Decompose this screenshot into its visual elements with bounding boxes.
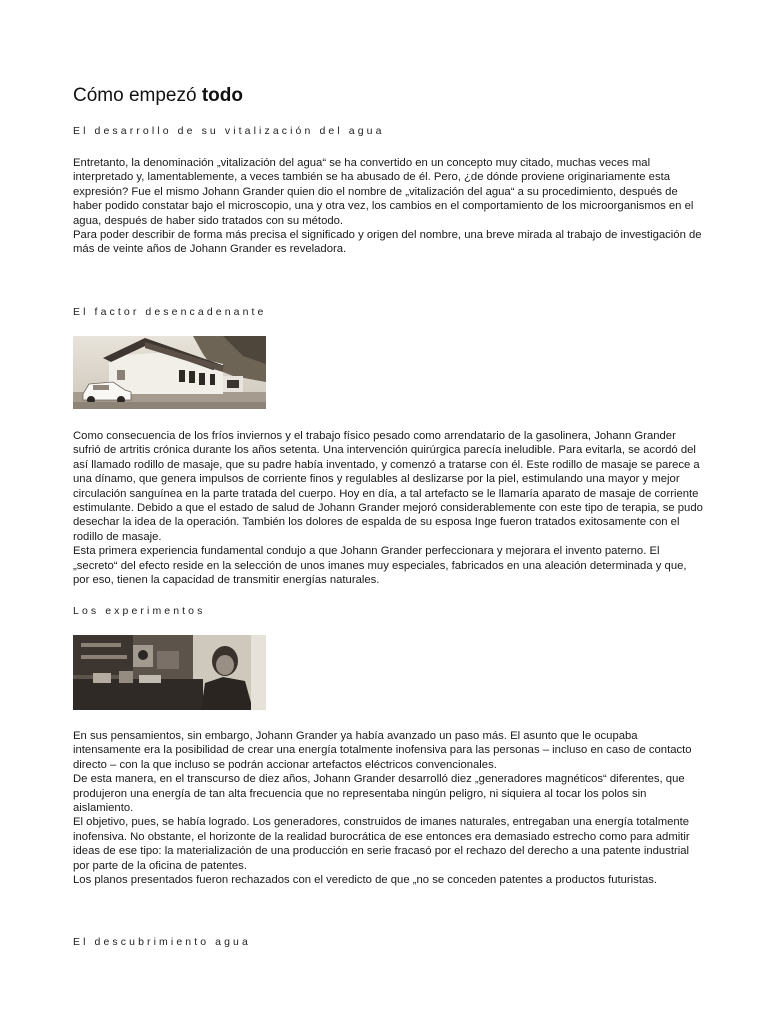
- page-title: [73, 84, 243, 108]
- section-heading-factor: El factor desencadenante: [73, 306, 267, 318]
- section-body-vitalizacion: [73, 156, 703, 257]
- paragraph: De esta manera, en el transcurso de diez años, Johann Grander desarrolló diez „generadores magnéticos“ diferentes, que produjeron una energía de tan alta frecuencia que no representaba ningún peligro, ni siquiera al tocar los polos sin aislamiento.: [73, 773, 685, 815]
- workshop-photo: [73, 635, 266, 710]
- paragraph: El objetivo, pues, se había logrado. Los generadores, construidos de imanes naturales, entregaban una energía totalmente inofensiva. No obstante, el horizonte de la realidad burocrática de ese entonces era demasiado estrecho como para admitir ideas de ese tipo: la materialización de una producción en serie fracasó por el rechazo del derecho a una patente industrial por parte de la oficina de patentes.: [73, 816, 690, 872]
- gas-station-photo: [73, 336, 266, 409]
- paragraph: En sus pensamientos, sin embargo, Johann Grander ya había avanzado un paso más. El asunto que le ocupaba intensamente era la posibilidad de crear una energía totalmente inofensiva para las personas – incluso en caso de contacto directo – con la que incluso se podrán accionar artefactos eléctricos convencionales.: [73, 730, 692, 771]
- section-body-experimentos: [73, 729, 703, 887]
- paragraph: Como consecuencia de los fríos inviernos y el trabajo físico pesado como arrendatario de la gasolinera, Johann Grander sufrió de artritis crónica durante los años setenta. Una intervención quirúrgica parecía ineludible. Para evitarla, se acordó del así llamado rodillo de masaje, que su padre había inventado, y comenzó a tratarse con él. Este rodillo de masaje se parece a una dínamo, que genera impulsos de corriente finos y regulables al deslizarse por la piel, estimulando una mayor y mejor circulación sanguínea en la parte tratada del cuerpo. Hoy en día, a tal artefacto se le llamaría aparato de masaje de corriente estimulante. Debido a que el estado de salud de Johann Grander mejoró considerablemente con este tipo de terapia, se pudo desechar la idea de la operación. También los dolores de espalda de su esposa Inge fueron tratados exitosamente con el rodillo de masaje.: [73, 430, 703, 543]
- gas-station-photo-image: [73, 336, 266, 409]
- section-heading-descubrimiento: El descubrimiento agua: [73, 936, 251, 948]
- section-heading-vitalizacion: El desarrollo de su vitalización del agua: [73, 125, 385, 137]
- paragraph: Entretanto, la denominación „vitalización del agua“ se ha convertido en un concepto muy citado, muchas veces mal interpretado y, lamentablemente, a veces también se ha abusado de él. Pero, ¿de dónde proviene originariamente esta expresión? Fue el mismo Johann Grander quien dio el nombre de „vitalización del agua“ a su procedimiento, después de haber podido constatar bajo el microscopio, una y otra vez, los cambios en el comportamiento de los microorganismos en el agua, después de haber sido tratados con su método.: [73, 157, 694, 227]
- page-title-emphasis: todo: [201, 85, 243, 106]
- section-heading-experimentos: Los experimentos: [73, 605, 206, 617]
- page-title-main: Cómo empezó: [73, 85, 202, 106]
- paragraph: Los planos presentados fueron rechazados con el veredicto de que „no se conceden patentes a productos futuristas.: [73, 874, 658, 887]
- paragraph: Para poder describir de forma más precisa el significado y origen del nombre, una breve mirada al trabajo de investigación de más de veinte años de Johann Grander es reveladora.: [73, 229, 702, 256]
- section-body-factor: [73, 429, 703, 587]
- workshop-photo-image: [73, 635, 266, 710]
- paragraph: Esta primera experiencia fundamental condujo a que Johann Grander perfeccionara y mejorara el invento paterno. El „secreto“ del efecto reside en la selección de unos imanes muy especiales, fabricados en una aleación determinada y que, por eso, tienen la capacidad de transmitir energías naturales.: [73, 545, 687, 587]
